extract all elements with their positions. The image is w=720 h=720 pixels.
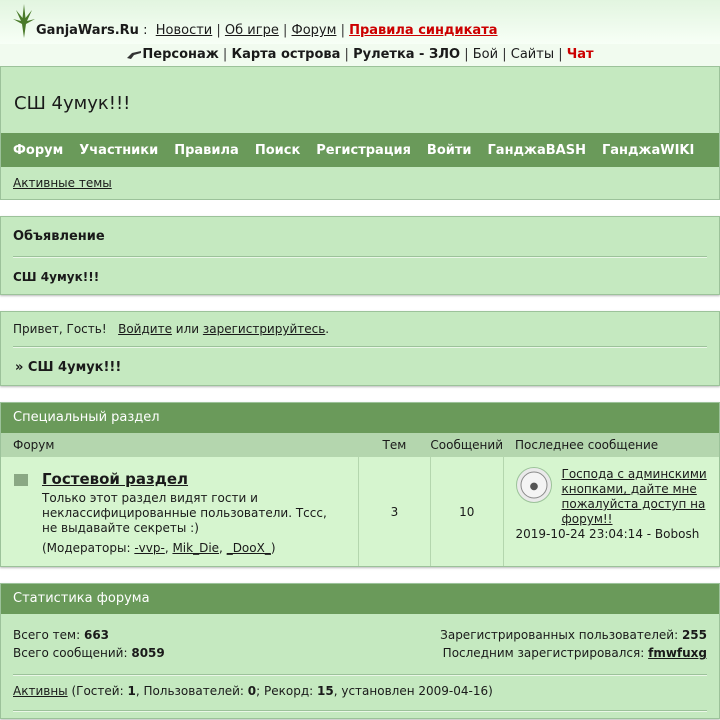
moderator-link[interactable]: _DooX_	[226, 541, 271, 555]
col-topics: Тем	[358, 433, 430, 457]
menu-members[interactable]: Участники	[79, 142, 159, 158]
forum-menu	[1, 133, 719, 167]
menu-forum[interactable]: Форум	[13, 142, 64, 158]
link-forum[interactable]: Форум	[291, 23, 337, 38]
greeting-panel	[0, 311, 720, 386]
stats-heading: Статистика форума	[1, 584, 719, 614]
total-posts: Всего сообщений: 8059	[13, 646, 165, 660]
nav-chat[interactable]: Чат	[566, 47, 594, 62]
last-post-link[interactable]: Господа с админскими кнопками, дайте мне пожалуйста доступ на форум!!	[561, 467, 707, 526]
register-link[interactable]: зарегистрируйтесь	[202, 322, 326, 336]
folder-icon	[14, 474, 28, 486]
forum-table	[1, 433, 719, 566]
col-posts: Сообщений	[430, 433, 503, 457]
nav-island-map[interactable]: Карта острова	[231, 47, 341, 62]
menu-ganjawiki[interactable]: ГанджаWIKI	[601, 142, 695, 158]
topic-count: 3	[358, 457, 430, 566]
menu-login[interactable]: Войти	[426, 142, 472, 158]
game-nav: Персонаж | Карта острова | Рулетка - ЗЛО | Бой | Сайты | Чат	[0, 44, 720, 66]
login-link[interactable]: Войдите	[118, 322, 172, 336]
breadcrumb: » СШ 4умук!!!	[15, 360, 122, 375]
stats-section	[0, 583, 720, 719]
svg-text:●: ●	[529, 481, 538, 492]
last-registered-user-link[interactable]: fmwfuxg	[648, 646, 707, 660]
announcement-heading: Объявление	[13, 229, 105, 244]
greeting-line: Привет, Гость! Войдите или зарегистрируйтесь.	[13, 322, 330, 336]
moderator-link[interactable]: -vvp-	[134, 541, 165, 555]
col-forum: Форум	[1, 433, 358, 457]
last-post-meta: 2019-10-24 23:04:14 - Bobosh	[515, 527, 700, 541]
top-links: GanjaWars.Ru : Новости | Об игре | Форум | Правила синдиката	[36, 23, 498, 38]
moderator-link[interactable]: Mik_Die	[172, 541, 220, 555]
online-link[interactable]: Активны	[13, 684, 68, 698]
announcement-panel	[0, 216, 720, 295]
menu-ganjabash[interactable]: ГанджаBASH	[487, 142, 586, 158]
brand-name[interactable]: GanjaWars.Ru	[36, 23, 139, 38]
gun-icon	[126, 50, 142, 60]
announcement-text: СШ 4умук!!!	[13, 270, 100, 284]
subnav	[1, 167, 719, 199]
forum-header	[0, 66, 720, 200]
menu-rules[interactable]: Правила	[174, 142, 239, 158]
link-about[interactable]: Об игре	[224, 23, 279, 38]
divider	[13, 256, 707, 258]
section-heading: Специальный раздел	[1, 403, 719, 433]
last-registered: Последним зарегистрировался: fmwfuxg	[442, 646, 707, 660]
divider	[13, 710, 707, 712]
col-last-post: Последнее сообщение	[503, 433, 719, 457]
forum-link-guest[interactable]: Гостевой раздел	[42, 470, 189, 488]
menu-search[interactable]: Поиск	[254, 142, 301, 158]
moderators: (Модераторы: -vvp-, Mik_Die, _DooX_)	[42, 541, 276, 555]
nav-fight[interactable]: Бой	[472, 47, 499, 62]
forum-description: Только этот раздел видят гости и неклассифицированные пользователи. Тссс, не выдавайте секреты :)	[42, 491, 327, 535]
top-bar	[0, 0, 720, 44]
nav-roulette[interactable]: Рулетка - ЗЛО	[353, 47, 461, 62]
menu-register[interactable]: Регистрация	[316, 142, 411, 158]
online-users: Активны (Гостей: 1, Пользователей: 0; Рекорд: 15, установлен 2009-04-16)	[13, 684, 493, 698]
special-section	[0, 402, 720, 567]
divider	[13, 346, 707, 348]
forum-title: СШ 4умук!!!	[14, 93, 131, 114]
post-count: 10	[430, 457, 503, 566]
link-syndicate-rules[interactable]: Правила синдиката	[349, 23, 498, 38]
club-logo-icon	[519, 470, 549, 500]
nav-sites[interactable]: Сайты	[510, 47, 555, 62]
registered-users: Зарегистрированных пользователей: 255	[440, 628, 707, 642]
active-topics-link[interactable]: Активные темы	[13, 176, 112, 190]
ganja-leaf-logo-icon[interactable]	[12, 2, 36, 40]
total-topics: Всего тем: 663	[13, 628, 110, 642]
link-news[interactable]: Новости	[155, 23, 213, 38]
table-row	[1, 457, 719, 566]
avatar[interactable]	[516, 467, 552, 503]
nav-character[interactable]: Персонаж	[142, 47, 219, 62]
